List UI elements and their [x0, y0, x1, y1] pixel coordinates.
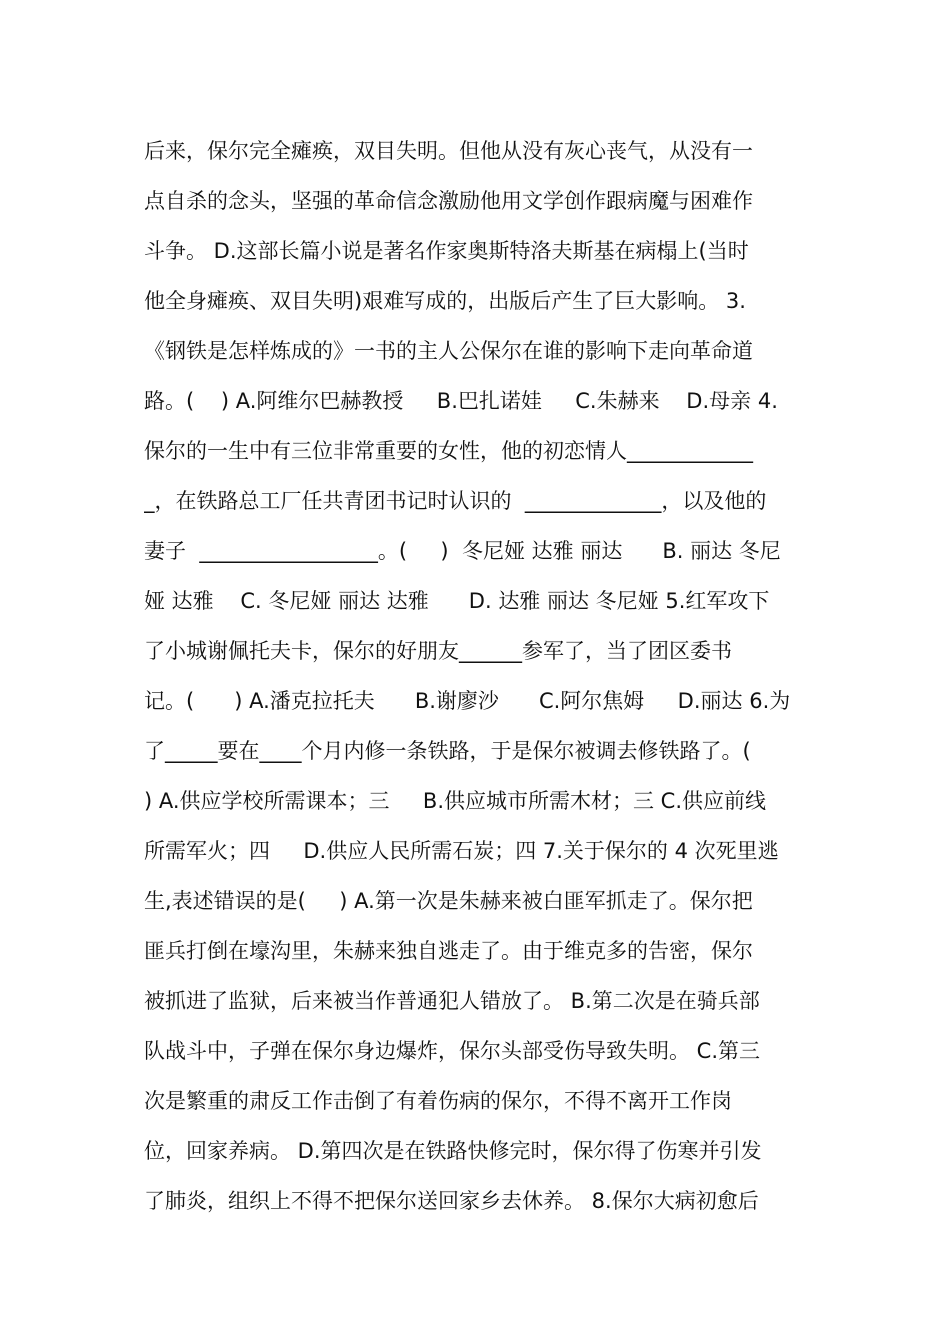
text-line-9: 妻子 _________________。( ) 冬尼娅 达雅 丽达 B. 丽达 冬尼 — [144, 539, 781, 563]
text-line-11: 了小城谢佩托夫卡，保尔的好朋友______参军了，当了团区委书 — [144, 639, 732, 663]
text-line-6: 路。( ) A.阿维尔巴赫教授 B.巴扎诺娃 C.朱赫来 D.母亲 4. — [144, 389, 778, 413]
body-text — [144, 126, 816, 1226]
text-line-21: 位，回家养病。 D.第四次是在铁路快修完时，保尔得了伤寒并引发 — [144, 1139, 762, 1163]
text-line-13: 了_____要在____个月内修一条铁路，于是保尔被调去修铁路了。( — [144, 739, 751, 763]
text-line-3: 斗争。 D.这部长篇小说是著名作家奥斯特洛夫斯基在病榻上(当时 — [144, 239, 749, 263]
text-line-22: 了肺炎，组织上不得不把保尔送回家乡去休养。 8.保尔大病初愈后 — [144, 1189, 759, 1213]
text-line-16: 生,表述错误的是( ) A.第一次是朱赫来被白匪军抓走了。保尔把 — [144, 889, 753, 913]
text-line-7: 保尔的一生中有三位非常重要的女性，他的初恋情人____________ — [144, 439, 753, 463]
text-line-15: 所需军火；四 D.供应人民所需石炭；四 7.关于保尔的 4 次死里逃 — [144, 839, 779, 863]
text-line-19: 队战斗中，子弹在保尔身边爆炸，保尔头部受伤导致失明。 C.第三 — [144, 1039, 761, 1063]
text-line-18: 被抓进了监狱，后来被当作普通犯人错放了。 B.第二次是在骑兵部 — [144, 989, 760, 1013]
text-line-2: 点自杀的念头，坚强的革命信念激励他用文学创作跟病魔与困难作 — [144, 189, 753, 213]
text-line-5: 《钢铁是怎样炼成的》一书的主人公保尔在谁的影响下走向革命道 — [144, 339, 753, 363]
text-line-4: 他全身瘫痪、双目失明)艰难写成的，出版后产生了巨大影响。 3. — [144, 289, 746, 313]
text-line-12: 记。( ) A.潘克拉托夫 B.谢廖沙 C.阿尔焦姆 D.丽达 6.为 — [144, 689, 791, 713]
text-line-8: _，在铁路总工厂任共青团书记时认识的 _____________，以及他的 — [144, 489, 767, 513]
text-line-10: 娅 达雅 C. 冬尼娅 丽达 达雅 D. 达雅 丽达 冬尼娅 5.红军攻下 — [144, 589, 770, 613]
text-line-1: 后来，保尔完全瘫痪，双目失明。但他从没有灰心丧气，从没有一 — [144, 139, 753, 163]
text-line-17: 匪兵打倒在壕沟里，朱赫来独自逃走了。由于维克多的告密，保尔 — [144, 939, 753, 963]
text-line-20: 次是繁重的肃反工作击倒了有着伤病的保尔，不得不离开工作岗 — [144, 1089, 732, 1113]
text-line-14: ) A.供应学校所需课本；三 B.供应城市所需木材；三 C.供应前线 — [144, 789, 767, 813]
